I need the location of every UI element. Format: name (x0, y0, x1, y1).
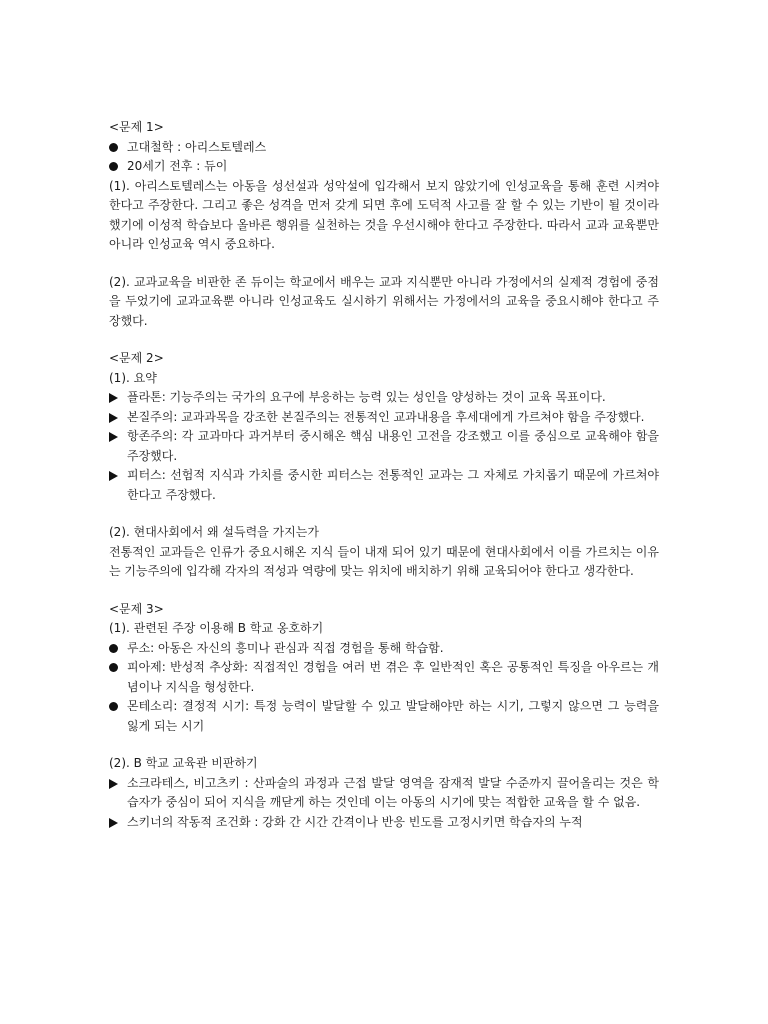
q2-arrow-item (109, 388, 659, 408)
black-circle-icon (109, 658, 125, 679)
black-circle-icon (109, 697, 125, 718)
q3-bullet-item (109, 639, 659, 659)
q1-heading: <문제 1> (109, 120, 164, 134)
right-triangle-icon (109, 408, 125, 430)
right-triangle-icon (109, 388, 125, 410)
q3-bullet-item (109, 697, 659, 736)
q3-arrow-item (109, 813, 659, 833)
q3-bullet-text: 피아제: 반성적 추상화: 직접적인 경험을 여러 번 겪은 후 일반적인 혹은 공통적인 특징을 아우르는 개념이나 지식을 형성한다. (127, 660, 659, 694)
q2-arrow-text: 항존주의: 각 교과마다 과거부터 중시해온 핵심 내용인 고전을 강조했고 이를 중심으로 교육해야 함을 주장했다. (127, 429, 659, 463)
q3-subheading-2: (2). B 학교 교육관 비판하기 (109, 756, 258, 770)
q1-bullet-text: 20세기 전후 : 듀이 (127, 159, 228, 173)
q2-arrow-text: 피터스: 선험적 지식과 가치를 중시한 피터스는 전통적인 교과는 그 자체로 가치롭기 때문에 가르쳐야 한다고 주장했다. (127, 468, 659, 502)
q3-arrow-text: 스키너의 작동적 조건화 : 강화 간 시간 간격이나 반응 빈도를 고정시키면 학습자의 누적 (127, 814, 583, 829)
q2-arrow-item (109, 408, 659, 428)
q3-heading: <문제 3> (109, 601, 164, 616)
black-circle-icon (109, 639, 125, 660)
q1-bullet-item (109, 138, 659, 158)
black-circle-icon (109, 138, 125, 159)
right-triangle-icon (109, 774, 125, 796)
q1-paragraph-2: (2). 교과교육을 비판한 존 듀이는 학교에서 배우는 교과 지식뿐만 아니라 가정에서의 실제적 경험에 중점을 두었기에 교과교육뿐 아니라 인성교육도 실시하기 위해서는 가정에서의 교육을 중요시해야 한다고 주장했다. (109, 274, 659, 328)
document-content (109, 118, 659, 832)
q2-arrow-item (109, 427, 659, 466)
right-triangle-icon (109, 427, 125, 449)
q3-arrow-item (109, 774, 659, 813)
right-triangle-icon (109, 466, 125, 488)
q2-arrow-text: 플라톤: 기능주의는 국가의 요구에 부응하는 능력 있는 성인을 양성하는 것이 교육 목표이다. (127, 390, 606, 404)
q3-bullet-text: 몬테소리: 결정적 시기: 특정 능력이 발달할 수 있고 발달해야만 하는 시기, 그렇지 않으면 그 능력을 잃게 되는 시기 (127, 699, 659, 733)
q3-subheading-1: (1). 관련된 주장 이용해 B 학교 옹호하기 (109, 621, 324, 635)
right-triangle-icon (109, 813, 125, 835)
q2-subheading-2: (2). 현대사회에서 왜 설득력을 가지는가 (109, 525, 319, 539)
q1-bullet-text: 고대철학 : 아리스토텔레스 (127, 139, 267, 154)
q1-bullet-item (109, 157, 659, 177)
q2-paragraph: 전통적인 교과들은 인류가 중요시해온 지식 들이 내재 되어 있기 때문에 현대사회에서 이를 가르치는 이유는 기능주의에 입각해 각자의 적성과 역량에 맞는 위치에 배치하기 위해 교육되어야 한다고 생각한다. (109, 544, 659, 578)
q2-subheading-1: (1). 요약 (109, 370, 157, 385)
q1-paragraph-1: (1). 아리스토텔레스는 아동을 성선설과 성악설에 입각해서 보지 않았기에 인성교육을 통해 훈련 시켜야 한다고 주장한다. 그리고 좋은 성격을 먼저 갖게 되면 후에 도덕적 사고를 잘 할 수 있는 기반이 될 것이라 했기에 이성적 학습보다 올바른 행위를 실천하는 것을 우선시해야 한다고 주장한다. 따라서 교과 교육뿐만 아니라 인성교육 역시 중요하다. (109, 178, 659, 251)
q2-arrow-item (109, 466, 659, 505)
black-circle-icon (109, 157, 125, 178)
q3-bullet-text: 루소: 아동은 자신의 흥미나 관심과 직접 경험을 통해 학습함. (127, 640, 444, 655)
q3-bullet-item (109, 658, 659, 697)
q3-arrow-text: 소크라테스, 비고츠키 : 산파술의 과정과 근접 발달 영역을 잠재적 발달 수준까지 끌어올리는 것은 학습자가 중심이 되어 지식을 깨닫게 하는 것인데 이는 아동의 시기에 맞는 적합한 교육을 할 수 없음. (127, 775, 659, 809)
q2-heading: <문제 2> (109, 351, 164, 365)
q2-arrow-text: 본질주의: 교과과목을 강조한 본질주의는 전통적인 교과내용을 후세대에게 가르쳐야 함을 주장했다. (127, 409, 645, 424)
